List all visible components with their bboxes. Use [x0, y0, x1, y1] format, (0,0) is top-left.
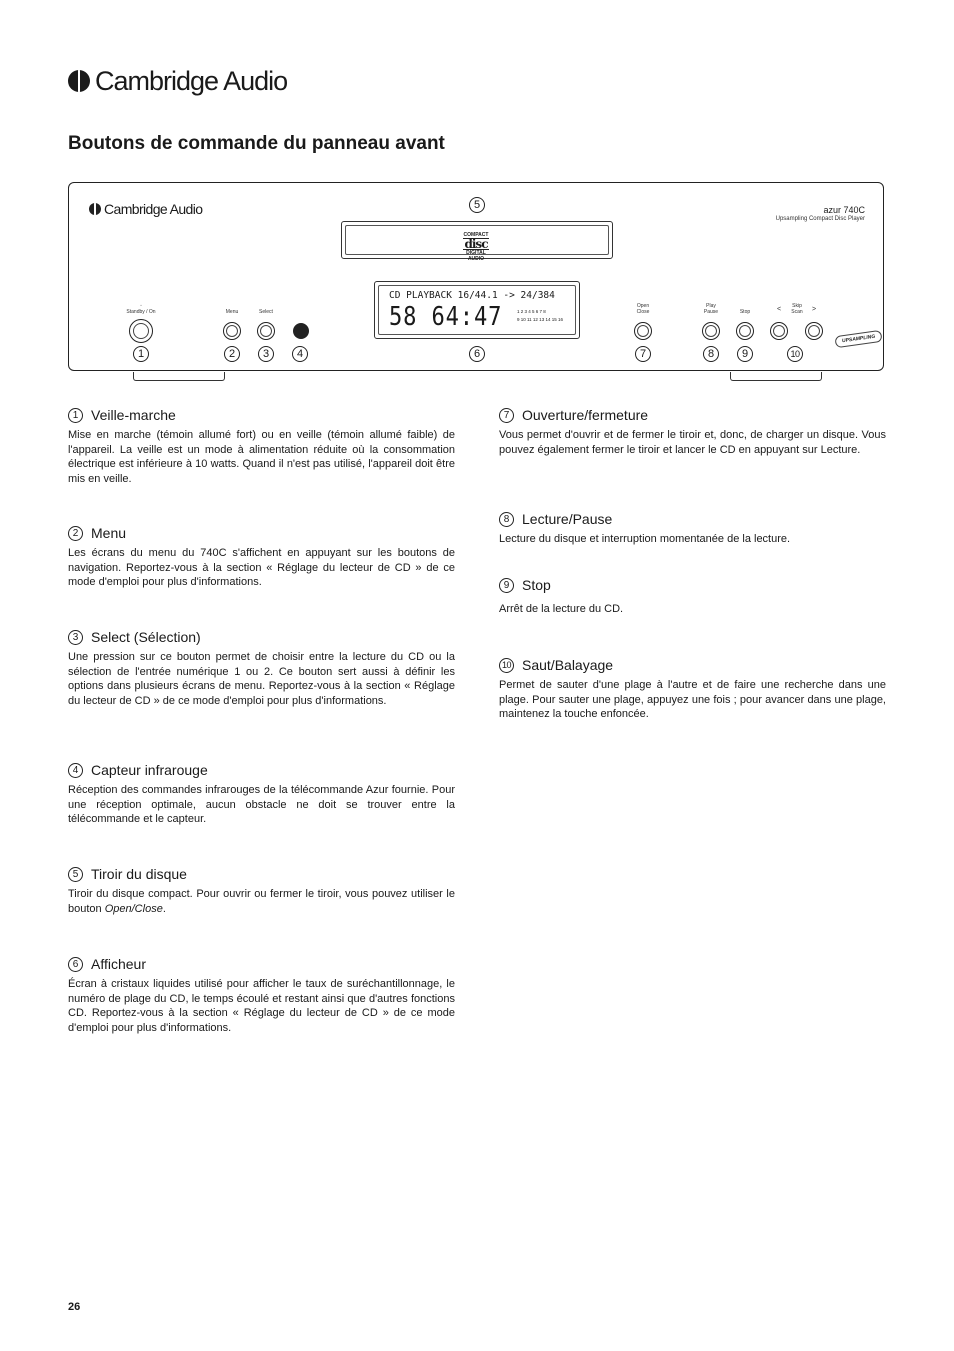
- callout-1: 1: [133, 346, 149, 362]
- cd-logo-disc: disc: [464, 237, 488, 251]
- callout-7: 7: [635, 346, 651, 362]
- section-8: [499, 510, 886, 547]
- section-heading: [499, 510, 886, 528]
- play-pause-button[interactable]: [702, 322, 720, 340]
- select-button[interactable]: [257, 322, 275, 340]
- section-heading: [499, 406, 886, 424]
- panel-brand: [89, 201, 202, 217]
- brand-name: Cambridge Audio: [95, 65, 288, 96]
- page-title: Boutons de commande du panneau avant: [68, 133, 445, 154]
- section-3: [68, 628, 455, 708]
- panel-model-subtitle: Upsampling Compact Disc Player: [775, 216, 865, 222]
- skip-scan-label: Skip Scan: [791, 303, 803, 315]
- stop-button[interactable]: [736, 322, 754, 340]
- lcd-track: 58: [389, 302, 418, 332]
- select-label: Select: [259, 309, 273, 315]
- section-text-main: Tiroir du disque compact. Pour ouvrir ou fermer le tiroir, vous pouvez utiliser le bouton: [68, 888, 455, 915]
- open-close-label: Open Close: [636, 303, 650, 315]
- lcd-tracks-row2: 9 10 11 12 13 14 15 16: [517, 317, 563, 322]
- section-1: [68, 406, 455, 486]
- upsampling-badge: UPSAMPLING: [834, 330, 883, 348]
- section-text: Arrêt de la lecture du CD.: [499, 603, 624, 615]
- section-4: [68, 761, 455, 827]
- section-heading: [499, 576, 886, 594]
- section-9: [499, 576, 886, 617]
- panel-foot-left: [133, 372, 225, 381]
- section-text: Mise en marche (témoin allumé fort) ou en veille (témoin allumé faible) de l'appareil. La veille est un mode à alimentation réduite où la consommation électrique est inférieure à 10 watts. Quand il n'est pas utilisé, l'appareil doit être mis en veille.: [68, 429, 455, 485]
- section-number: 10: [499, 658, 514, 673]
- section-text-end: .: [162, 902, 166, 915]
- section-heading: [68, 524, 455, 542]
- section-text: Lecture du disque et interruption momentanée de la lecture.: [499, 533, 791, 545]
- section-text: Écran à cristaux liquides utilisé pour afficher le taux de suréchantillonnage, le numéro de plage du CD, le temps écoulé et restant ainsi que d'autres fonctions CD. Reportez-vous à la section « Réglage du lecteur de CD » de ce mode d'emploi pour plus d'informations.: [68, 978, 455, 1034]
- section-title: Ouverture/fermeture: [522, 407, 649, 423]
- section-heading: [68, 955, 455, 973]
- standby-led-icon: ◦: [140, 303, 142, 309]
- section-10: [499, 656, 886, 722]
- section-heading: [68, 865, 455, 883]
- panel-logo-icon: [89, 203, 101, 215]
- infrared-sensor: [293, 323, 309, 339]
- section-2: [68, 524, 455, 590]
- callout-4: 4: [292, 346, 308, 362]
- lcd-line1: CD PLAYBACK 16/44.1 -> 24/384: [389, 290, 555, 301]
- section-number: 5: [68, 867, 83, 882]
- lcd-tracks-row1: 1 2 3 4 5 6 7 8: [517, 309, 546, 314]
- skip-forward-button[interactable]: [805, 322, 823, 340]
- section-number: 6: [68, 957, 83, 972]
- section-heading: [499, 656, 886, 674]
- section-title: Tiroir du disque: [91, 866, 187, 882]
- lcd-display: [374, 281, 580, 339]
- lcd-track-grid: [517, 308, 575, 324]
- section-number: 1: [68, 408, 83, 423]
- section-number: 8: [499, 512, 514, 527]
- section-number: 3: [68, 630, 83, 645]
- menu-button[interactable]: [223, 322, 241, 340]
- open-close-button[interactable]: [634, 322, 652, 340]
- section-text: Permet de sauter d'une plage à l'autre et de faire une recherche dans une plage. Pour sauter une plage, appuyez une fois ; pour avancer dans une plage, maintenez la touche enfoncée.: [499, 679, 886, 720]
- standby-label: Standby / On: [126, 309, 156, 315]
- section-number: 4: [68, 763, 83, 778]
- cd-logo-bottom: DIGITAL AUDIO: [466, 250, 486, 262]
- callout-2: 2: [224, 346, 240, 362]
- section-text: Les écrans du menu du 740C s'affichent en appuyant sur les boutons de navigation. Reportez-vous à la section « Réglage du lecteur de CD » de ce mode d'emploi pour plus d'informations.: [68, 547, 455, 588]
- standby-button[interactable]: [129, 319, 153, 343]
- play-pause-label: Play Pause: [703, 303, 719, 315]
- section-heading: [68, 761, 455, 779]
- section-title: Saut/Balayage: [522, 657, 614, 673]
- brand-logo: [68, 64, 287, 98]
- compact-disc-logo: [463, 232, 489, 262]
- section-text: Une pression sur ce bouton permet de choisir entre la lecture du CD ou la sélection de l'entrée numérique 1 ou 2. Ce bouton sert aussi à définir les options dans plusieurs écrans de menu. Reportez-vous à la section « Réglage du lecteur de CD » de ce mode d'emploi pour plus d'informations.: [68, 651, 455, 707]
- section-text: Réception des commandes infrarouges de la télécommande Azur fournie. Pour une réception optimale, aucun obstacle ne doit se trouver entre la télécommande et le capteur.: [68, 784, 455, 825]
- section-text-emphasis: Open/Close: [104, 902, 163, 915]
- section-number: 2: [68, 526, 83, 541]
- section-title: Veille-marche: [91, 407, 176, 423]
- panel-model-name: azur 740C: [823, 205, 865, 215]
- section-6: [68, 955, 455, 1035]
- callout-6: 6: [469, 346, 485, 362]
- panel-model: [776, 205, 865, 222]
- stop-label: Stop: [739, 309, 751, 315]
- section-title: Capteur infrarouge: [91, 762, 208, 778]
- menu-label: Menu: [225, 309, 239, 315]
- front-panel-illustration: [68, 182, 884, 371]
- skip-back-button[interactable]: [770, 322, 788, 340]
- section-text: [68, 887, 455, 916]
- callout-9: 9: [737, 346, 753, 362]
- section-heading: [68, 628, 455, 646]
- section-5: [68, 865, 455, 916]
- callout-8: 8: [703, 346, 719, 362]
- brand-logo-icon: [68, 70, 90, 92]
- lcd-main-readout: [389, 302, 502, 332]
- callout-5: 5: [469, 197, 485, 213]
- section-text: Vous permet d'ouvrir et de fermer le tiroir et, donc, de charger un disque. Vous pouvez également fermer le tiroir et lancer le CD en appuyant sur Lecture.: [499, 429, 886, 456]
- section-number: 9: [499, 578, 514, 593]
- skip-back-icon: <: [776, 306, 782, 313]
- cd-logo-top: COMPACT: [463, 232, 489, 238]
- section-title: Select (Sélection): [91, 629, 201, 645]
- section-heading: [68, 406, 455, 424]
- panel-foot-right: [730, 372, 822, 381]
- section-number: 7: [499, 408, 514, 423]
- callout-3: 3: [258, 346, 274, 362]
- callout-10: 10: [787, 346, 803, 362]
- page-number: 26: [68, 1301, 81, 1313]
- section-title: Lecture/Pause: [522, 511, 613, 527]
- skip-forward-icon: >: [811, 306, 817, 313]
- lcd-time: 64:47: [431, 302, 503, 332]
- disc-tray: [341, 221, 613, 262]
- section-7: [499, 406, 886, 457]
- section-title: Menu: [91, 525, 127, 541]
- panel-brand-name: Cambridge Audio: [104, 201, 203, 217]
- section-title: Stop: [522, 577, 551, 593]
- section-title: Afficheur: [91, 956, 146, 972]
